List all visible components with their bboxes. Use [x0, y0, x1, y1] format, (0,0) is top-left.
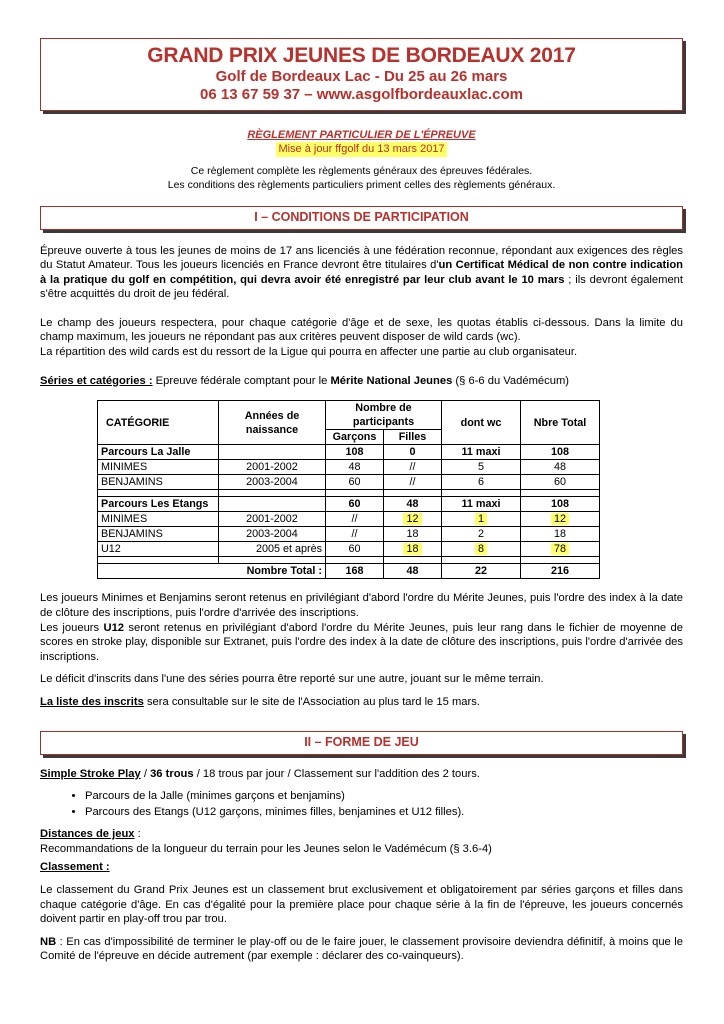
paragraph-selection-u12: Les joueurs U12 seront retenus en privilégiant d'abord l'ordre du Mérite Jeunes, puis leur rang dans le fichier de moyenne de scores en stroke play, disponible sur Extranet, puis l'ordre des index à la date de clôture des inscriptions, puis l'ordre d'arrivée des inscriptions.	[40, 621, 683, 663]
table-row: MINIMES 2001-2002 // 12 1 12	[98, 512, 600, 527]
paragraph-nb: NB : En cas d'impossibilité de terminer le play-off ou de le faire jouer, le classement provisoire deviendra définitif, à moins que le Comité de l'épreuve en décide autrement (par exemple : déclarer des co-vainqueurs).	[40, 935, 683, 963]
page-subtitle: Golf de Bordeaux Lac - Du 25 au 26 mars	[215, 68, 508, 86]
table-row: Parcours Les Etangs 60 48 11 maxi 108	[98, 497, 600, 512]
reglement-title: RÈGLEMENT PARTICULIER DE L'ÉPREUVE	[247, 129, 476, 142]
header-annees: Années de naissance	[219, 401, 326, 445]
table-row: BENJAMINS 2003-2004 60 // 6 60	[98, 475, 600, 490]
table-spacer-row	[98, 490, 600, 497]
reglement-block	[40, 128, 683, 192]
paragraph-liste-inscrits: La liste des inscrits sera consultable sur le site de l'Association au plus tard le 15 mars.	[40, 695, 480, 708]
table-row: Parcours La Jalle 108 0 11 maxi 108	[98, 445, 600, 460]
header-total: Nbre Total	[521, 401, 600, 445]
highlighted-value: 12	[551, 513, 569, 525]
paragraph-classement: Le classement du Grand Prix Jeunes est un classement brut exclusivement et obligatoirement par séries garçons et filles dans chaque catégorie d'âge. En cas d'égalité pour la première place pour chaque série à la fin de l'épreuve, les joueurs concernés doivent partir en play-off trou par trou.	[40, 883, 683, 926]
table-header-row	[98, 401, 600, 430]
section-2-title: II – FORME DE JEU	[40, 731, 683, 754]
section-1-title: I – CONDITIONS DE PARTICIPATION	[40, 206, 683, 229]
reglement-line-1: Ce règlement complète les règlements généraux des épreuves fédérales.	[190, 165, 533, 178]
table-row: MINIMES 2001-2002 48 // 5 48	[98, 460, 600, 475]
paragraph-deficit: Le déficit d'inscrits dans l'une des séries pourra être reporté sur une autre, jouant sur le même terrain.	[40, 673, 544, 686]
header-box	[40, 38, 683, 111]
header-garcons: Garçons	[326, 430, 384, 445]
paragraph-classement-label: Classement :	[40, 861, 110, 874]
table-total-row: Nombre Total : 168 48 22 216	[98, 564, 600, 579]
contact-line: 06 13 67 59 37 – www.asgolfbordeauxlac.com	[200, 86, 523, 104]
highlighted-value: 78	[551, 543, 569, 555]
table-spacer-row	[98, 557, 600, 564]
parcours-list	[40, 789, 683, 819]
update-note: Mise à jour ffgolf du 13 mars 2017	[278, 143, 445, 156]
header-filles: Filles	[384, 430, 442, 445]
highlighted-value: 18	[403, 543, 421, 555]
page-title: GRAND PRIX JEUNES DE BORDEAUX 2017	[147, 44, 576, 67]
highlighted-value: 8	[475, 543, 487, 555]
paragraph-distances: Recommandations de la longueur du terrain pour les Jeunes selon le Vadémécum (§ 3.6-4)	[40, 842, 492, 855]
table-row: U12 2005 et après 60 18 8 78	[98, 542, 600, 557]
list-item: • Parcours des Etangs (U12 garçons, minimes filles, benjamines et U12 filles).	[85, 805, 683, 820]
table-row: BENJAMINS 2003-2004 // 18 2 18	[98, 527, 600, 542]
header-categorie: CATÉGORIE	[98, 401, 219, 445]
highlighted-value: 1	[475, 513, 487, 525]
header-nombre: Nombre de participants	[326, 401, 442, 430]
paragraph-wildcards: La répartition des wild cards est du ressort de la Ligue qui pourra en affecter une partie au club organisateur.	[40, 345, 578, 358]
categories-table	[97, 400, 600, 579]
paragraph-selection-minimes: Les joueurs Minimes et Benjamins seront retenus en privilégiant d'abord l'ordre du Mérite Jeunes, puis l'ordre des index à la date de clôture des inscriptions, puis l'ordre d'arrivée des inscriptions.	[40, 592, 683, 619]
paragraph-eligibility: Épreuve ouverte à tous les jeunes de moins de 17 ans licenciés à une fédération reconnue, répondant aux exigences des règles du Statut Amateur. Tous les joueurs licenciés en France devront être titulaires d'un Certificat Médical de non contre indication à la pratique du golf en compétition, qui devra avoir été enregistré par leur club avant le 10 mars ; ils devront également s'être acquittés du droit de jeu fédéral.	[40, 244, 684, 301]
paragraph-series: Séries et catégories : Epreuve fédérale comptant pour le Mérite National Jeunes (§ 6-6 du Vadémécum)	[40, 374, 569, 387]
header-dontwc: dont wc	[442, 401, 521, 445]
paragraph-quotas: Le champ des joueurs respectera, pour chaque catégorie d'âge et de sexe, les quotas établis ci-dessous. Dans la limite du champ maximum, les joueurs ne répondant pas aux critères peuvent disposer de wild cards (wc).	[40, 316, 683, 344]
paragraph-stroke-play: Simple Stroke Play / 36 trous / 18 trous par jour / Classement sur l'addition des 2 tours.	[40, 767, 480, 780]
reglement-line-2: Les conditions des règlements particuliers priment celles des règlements généraux.	[167, 178, 556, 191]
paragraph-distances-label: Distances de jeux :	[40, 828, 141, 841]
list-item: • Parcours de la Jalle (minimes garçons et benjamins)	[85, 789, 683, 804]
document-page	[40, 38, 683, 964]
highlighted-value: 12	[403, 513, 421, 525]
